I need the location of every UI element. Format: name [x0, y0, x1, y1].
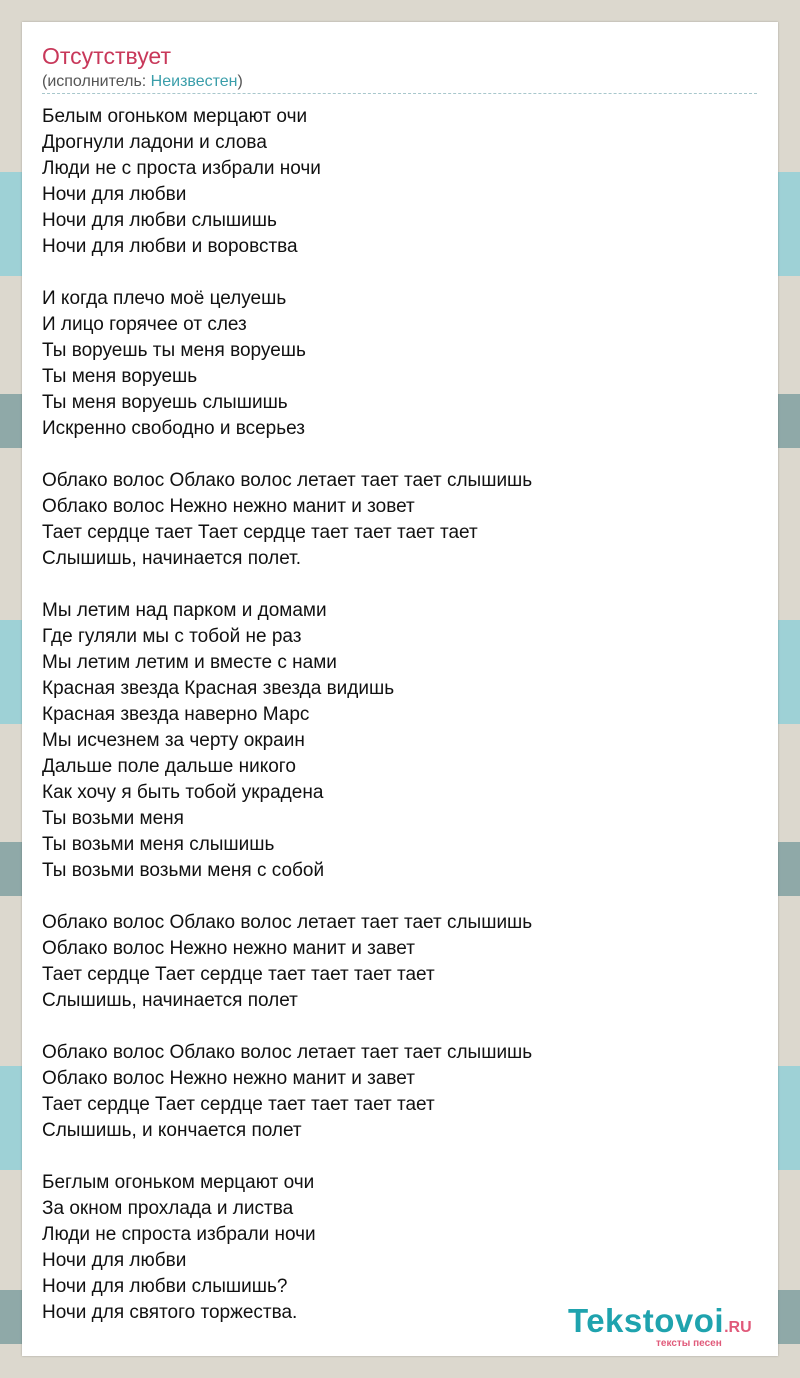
site-logo[interactable]: [550, 1302, 770, 1350]
logo-name: Tekstovoi: [568, 1302, 725, 1339]
logo-tld: .RU: [724, 1319, 752, 1336]
artist-suffix: ): [237, 73, 243, 90]
logo-tagline: тексты песен: [656, 1338, 722, 1349]
artist-line: [42, 72, 243, 92]
artist-link[interactable]: Неизвестен: [150, 73, 238, 90]
song-title: Отсутствует: [42, 43, 171, 69]
artist-prefix: (исполнитель:: [42, 73, 151, 90]
lyrics-card: [22, 22, 778, 1356]
dashed-divider: [42, 93, 757, 94]
song-lyrics: Белым огоньком мерцают очи Дрогнули ладони и слова Люди не с проста избрали ночи Ночи для любви Ночи для любви слышишь Ночи для любви и воровства И когда плечо моё целуешь И лицо горячее от слез Ты воруешь ты меня воруешь Ты меня воруешь Ты меня воруешь слышишь Искренно свободно и всерьез Облако волос Облако волос летает тает тает слышишь Облако волос Нежно нежно манит и зовет Тает сердце тает Тает сердце тает тает тает тает Слышишь, начинается полет. Мы летим над парком и домами Где гуляли мы с тобой не раз Мы летим летим и вместе с нами Красная звезда Красная звезда видишь Красная звезда наверно Марс Мы исчезнем за черту окраин Дальше поле дальше никого Как хочу я быть тобой украдена Ты возьми меня Ты возьми меня слышишь Ты возьми возьми меня с собой Облако волос Облако волос летает тает тает слышишь Облако волос Нежно нежно манит и завет Тает сердце Тает сердце тает тает тает тает Слышишь, начинается полет Облако волос Облако волос летает тает тает слышишь Облако волос Нежно нежно манит и завет Тает сердце Тает сердце тает тает тает тает Слышишь, и кончается полет Беглым огоньком мерцают очи За окном прохлада и листва Люди не спроста избрали ночи Ночи для любви Ночи для любви слышишь? Ночи для святого торжества.: [42, 106, 533, 1323]
